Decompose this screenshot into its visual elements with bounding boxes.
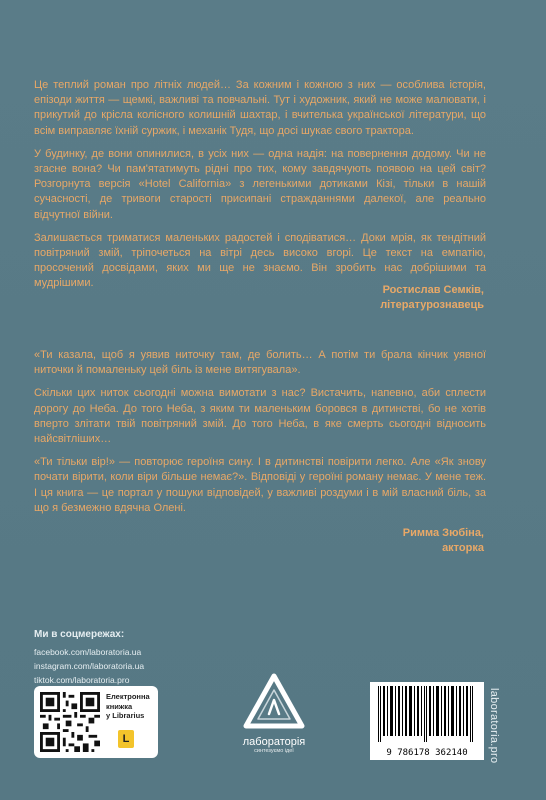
review1-author-name: Ростислав Семків, — [382, 284, 484, 296]
publisher-name: лабораторія — [242, 736, 306, 748]
isbn-number: 9 786178 362140 — [386, 748, 468, 758]
review1-paragraph-3: Залишається триматися маленьких радостей і сподіватися… Доки мрія, як тендітний повітряний змій, тріпочеться на вітрі десь високо вгорі. Це текст на емпатію, просочений досвідами, яких ми ще не знаємо. Він зробить нас добрішими та мудрішими. — [34, 231, 486, 290]
social-heading: Ми в соцмережах: — [34, 629, 125, 640]
publisher-logo — [218, 672, 330, 772]
review1-paragraph-1: Це теплий роман про літніх людей… За кожним і кожною з них — особлива історія, епізоди життя — щемкі, важливі та повчальні. Тут і художник, який не може малювати, і прикутий до крісла колісного колишній шахтар, і вчителька української літератури, що всім виправляє їхній суржик, і механік Тудя, що досі шукає свого трактора. — [34, 79, 486, 137]
ebook-line-1: Електронна — [106, 692, 150, 701]
qr-code-icon — [40, 692, 100, 752]
ebook-line-2: книжка — [106, 701, 133, 711]
facebook-link[interactable]: facebook.com/laboratoria.ua — [34, 647, 142, 657]
review2-author-role: акторка — [442, 542, 484, 554]
librarius-icon: L — [118, 730, 134, 748]
review2-paragraph-1: «Ти казала, щоб я уявив ниточку там, де болить… А потім ти брала кінчик уявної ниточки й помаленьку цей біль із мене витягувала». — [34, 349, 486, 377]
review2-paragraph-3: «Ти тільки вір!» — повторює героїня сину. І в дитинстві повірити легко. Але «Як знову почати вірити, коли віри більше немає?». Відповіді у героїні роману немає. У мене теж. І ця книга — це портал у пошуки відповідей, у важливі роздуми і в мій власний біль, за що я безмежно вдячна Олені. — [34, 456, 486, 514]
review1-author-role: літературознавець — [380, 299, 484, 311]
isbn-barcode — [370, 682, 484, 760]
ebook-line-3: у Librarius — [106, 711, 145, 720]
review2-author-name: Римма Зюбіна, — [402, 527, 484, 539]
social-links — [34, 628, 144, 687]
review-block-1 — [34, 78, 486, 300]
barcode-icon — [374, 686, 480, 742]
review1-signature — [380, 283, 484, 313]
ebook-label — [106, 692, 154, 721]
triangle-logo-icon — [242, 672, 306, 734]
publisher-tagline: синтезуємо ідеї — [254, 748, 294, 754]
instagram-link[interactable]: instagram.com/laboratoria.ua — [34, 661, 145, 671]
ebook-qr-card[interactable] — [34, 686, 158, 758]
review-block-2 — [34, 348, 486, 524]
tiktok-link[interactable]: tiktok.com/laboratoria.pro — [34, 675, 130, 685]
review2-signature — [403, 526, 484, 556]
publisher-site[interactable]: laboratoria.pro — [488, 688, 500, 764]
review2-paragraph-2: Скільки цих ниток сьогодні можна вимотати з нас? Вистачить, напевно, аби сплести дорогу до Неба. До того Неба, з яким ти маленьким боровся в дитинстві, бо не хотів вперто злітати твій повітряний змій. До того Неба, в яке смерть сьогодні відносить найсвітліших… — [34, 387, 486, 446]
review1-paragraph-2: У будинку, де вони опинилися, в усіх них — одна надія: на повернення додому. Чи не згасне вона? Чи пам'ятатимуть рідні про тих, кому завдячують появою на цей світ? Розгорнута версія «Hotel California» з легенькими дотиками Кізі, тільки в нашій сучасності, де тривоги старості присипані стражданнями далекої, але реально відчутної війни. — [34, 147, 486, 221]
